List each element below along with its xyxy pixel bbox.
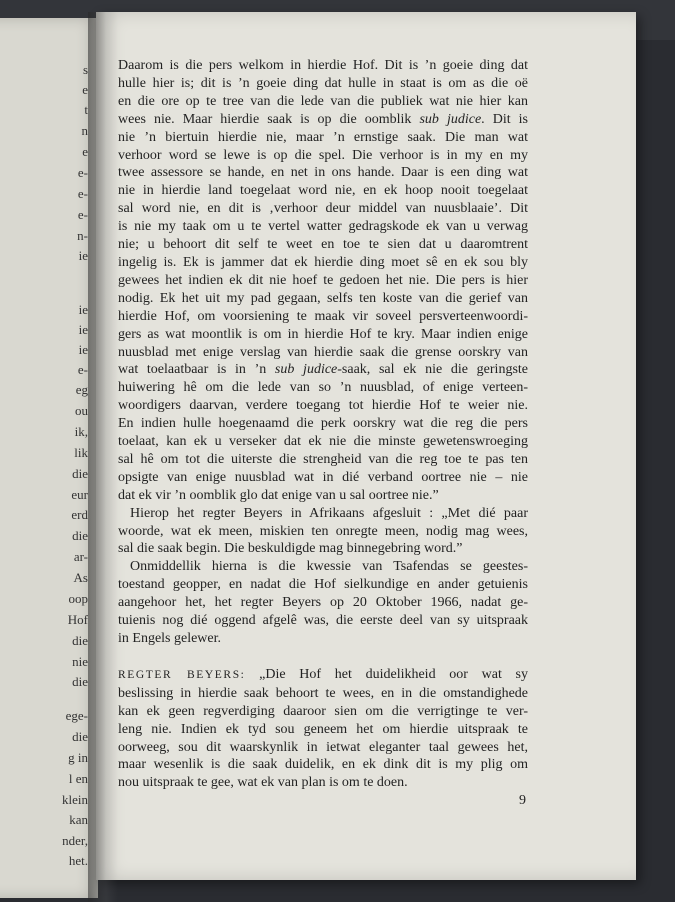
page-body — [118, 57, 528, 792]
text-line: sal hê om tot die uiterste die strengheid van die reg toe te pas ten — [118, 451, 528, 467]
left-page-fragment: e — [82, 144, 88, 159]
left-page-fragment: ie — [78, 248, 88, 263]
speaker-label: REGTER BEYERS: — [118, 668, 246, 681]
text-line: wat toelaatbaar is in ’n sub judice-saak, sal ek nie die geringste — [118, 362, 529, 378]
left-page-fragment: het. — [68, 853, 88, 868]
speech-line: maar wesenlik is die saak duidelik, en ek dink dit is my plig om — [118, 757, 528, 773]
left-page-fragment: oop — [68, 591, 88, 606]
left-page-fragment: erd — [71, 507, 88, 522]
left-page-fragment: die — [72, 674, 88, 689]
left-page — [0, 18, 98, 898]
text-line: Daarom is die pers welkom in hierdie Hof. Dit is ’n goeie ding dat — [118, 58, 528, 73]
left-page-fragment: kan — [69, 812, 88, 827]
text-line: aangehoor het, het regter Beyers op 20 Oktober 1966, nadat ge- — [118, 595, 528, 611]
left-page-fragment: n — [81, 123, 88, 138]
paragraph-narrative — [118, 558, 528, 648]
text-line: hulle hier is; dit is ’n goeie ding dat hulle in staat is om as die oë — [118, 75, 528, 91]
paragraph-quote — [118, 57, 528, 505]
text-line: nie ’n biertuin hierdie nie, maar ’n ernstige saak. Die man wat — [118, 129, 528, 145]
speech-line: beslissing in hierdie saak behoort te wees, en in die omstandighede — [118, 685, 528, 701]
left-page-fragment: ege- — [65, 708, 88, 723]
left-page-fragment: ie — [78, 322, 88, 337]
text-line: opsigte van enige nuusblad wat in dié verband oortree nie – nie — [118, 469, 528, 485]
text-line: sal die saak begin. Die beskuldigde mag binnegebring word.” — [118, 541, 463, 557]
text-line: Onmiddellik hierna is die kwessie van Tsafendas se geestes- — [130, 559, 528, 575]
left-page-fragment: e- — [77, 207, 88, 222]
text-line: nie in hierdie land toegelaat word nie, en ek hoop nooit toegelaat — [118, 183, 528, 199]
text-line: en die ore op te tree van die lede van die publiek wat nie hier kan — [118, 93, 528, 109]
book-gutter — [88, 12, 118, 902]
text-line: verhoor word se lewe is op die spel. Die verhoor is in my en my — [118, 147, 528, 163]
text-line: nuusblad met enige verslag van hierdie saak die grense oorskry van — [118, 344, 528, 360]
paragraph-judgment — [118, 666, 528, 792]
left-page-fragment: As — [73, 570, 88, 585]
paragraph-closing — [118, 505, 528, 559]
left-page-fragment: n- — [77, 228, 88, 243]
left-page-fragment: die — [72, 633, 88, 648]
text-line: in Engels gelewer. — [118, 631, 222, 646]
section-gap — [118, 648, 528, 666]
text-line: twee assessore se hande, en net in ons hande. Daar is een ding wat — [118, 165, 528, 181]
text-line: nodig. Ek het uit my pad gegaan, selfs ten koste van die gerief van — [118, 290, 528, 306]
left-page-fragment: die — [72, 466, 88, 481]
text-line: wees nie. Maar hierdie saak is op die oomblik sub judice. Dit is — [118, 111, 529, 127]
speech-line: kan ek geen regverdiging daaroor sien om die verrigtinge te ver- — [118, 703, 528, 719]
speech-first-line — [118, 666, 528, 685]
left-page-fragment: e- — [77, 186, 88, 201]
left-page-fragment: die — [72, 528, 88, 543]
speech-lines — [118, 685, 528, 792]
left-page-fragment: l en — [68, 771, 88, 786]
text-line: dat ek vir ’n oomblik glo dat enige van u sal oortree nie.” — [118, 487, 439, 503]
speech-line: leng nie. Indien ek tyd sou geneem het om hierdie uitspraak te — [118, 721, 528, 737]
text-line: nie; u behoort dit self te weet en toe te sien dat u daaromtrent — [118, 237, 528, 253]
left-page-fragment: nder, — [62, 833, 88, 848]
text-line: toestand geopper, en nadat die Hof sielkundige en ander getuienis — [118, 577, 528, 593]
left-page-fragment: g in — [68, 750, 88, 765]
left-page-fragment: ou — [75, 403, 88, 418]
text-line: ingelig is. Ek is jammer dat ek hierdie ding moet sê en ek sou bly — [118, 254, 528, 270]
left-page-fragment: Hof — [67, 612, 88, 627]
left-page-fragment: e- — [77, 362, 88, 377]
text-line: hierdie Hof, om voorsiening te maak vir soveel persverteenwoordi- — [118, 308, 528, 324]
left-page-fragment: ie — [78, 342, 88, 357]
left-page-fragment: e — [82, 82, 88, 97]
left-page-fragment: t — [84, 102, 88, 117]
left-page-fragment: s — [82, 62, 88, 77]
text-line: gers as wat moontlik is om in hierdie Hof te kry. Maar indien enige — [118, 326, 528, 342]
speech-line: nou uitspraak te gee, wat ek van plan is om te doen. — [118, 775, 408, 791]
page-number: 9 — [519, 793, 526, 808]
text-line: Hierop het regter Beyers in Afrikaans afgesluit : „Met dié paar — [130, 505, 528, 521]
left-page-fragment: ie — [78, 302, 88, 317]
text-line: En indien hulle hoegenaamd die perk oorskry wat die reg die pers — [118, 416, 528, 432]
left-page-fragment: eur — [71, 487, 88, 502]
left-page-fragment: klein — [62, 792, 88, 807]
text-line: woorde, wat ek meen, miskien ten onregte meen, nodig mag wees, — [118, 523, 528, 539]
left-page-fragment: eg — [75, 382, 88, 397]
left-page-fragment: die — [72, 729, 88, 744]
text-line: tuienis nog dié oggend afgelê was, die eerste deel van sy uitspraak — [118, 613, 528, 629]
text-line: gewees het indien ek dit nie hoef te gedoen het nie. Die pers is hier — [118, 272, 528, 288]
left-page-fragment: ik, — [74, 424, 88, 439]
left-page-fragment: nie — [72, 654, 88, 669]
left-page-fragment: ar- — [73, 549, 88, 564]
text-line: woordigers daarvan, verdere toegang tot hierdie Hof te weier nie. — [118, 398, 528, 414]
text-line: huiwering hê om die lede van so ’n nuusblad, of enige verteen- — [118, 380, 528, 396]
text-line: toelaat, kan ek u verseker dat ek nie die minste gewetenswroeging — [118, 434, 528, 450]
text-line: sal word nie, en dit is ‚verhoor deur middel van nuusblaaie’. Dit — [118, 201, 528, 217]
speech-first-text: „Die Hof het duidelikheid oor wat sy — [245, 666, 528, 682]
speech-line: oorweeg, sou dit waarskynlik in ietwat eleganter taal gewees het, — [118, 739, 528, 755]
text-line: is nie my taak om u te vertel watter gedragskode ek van u verwag — [118, 219, 528, 235]
left-page-fragment: lik — [74, 445, 88, 460]
left-page-fragment: e- — [77, 165, 88, 180]
